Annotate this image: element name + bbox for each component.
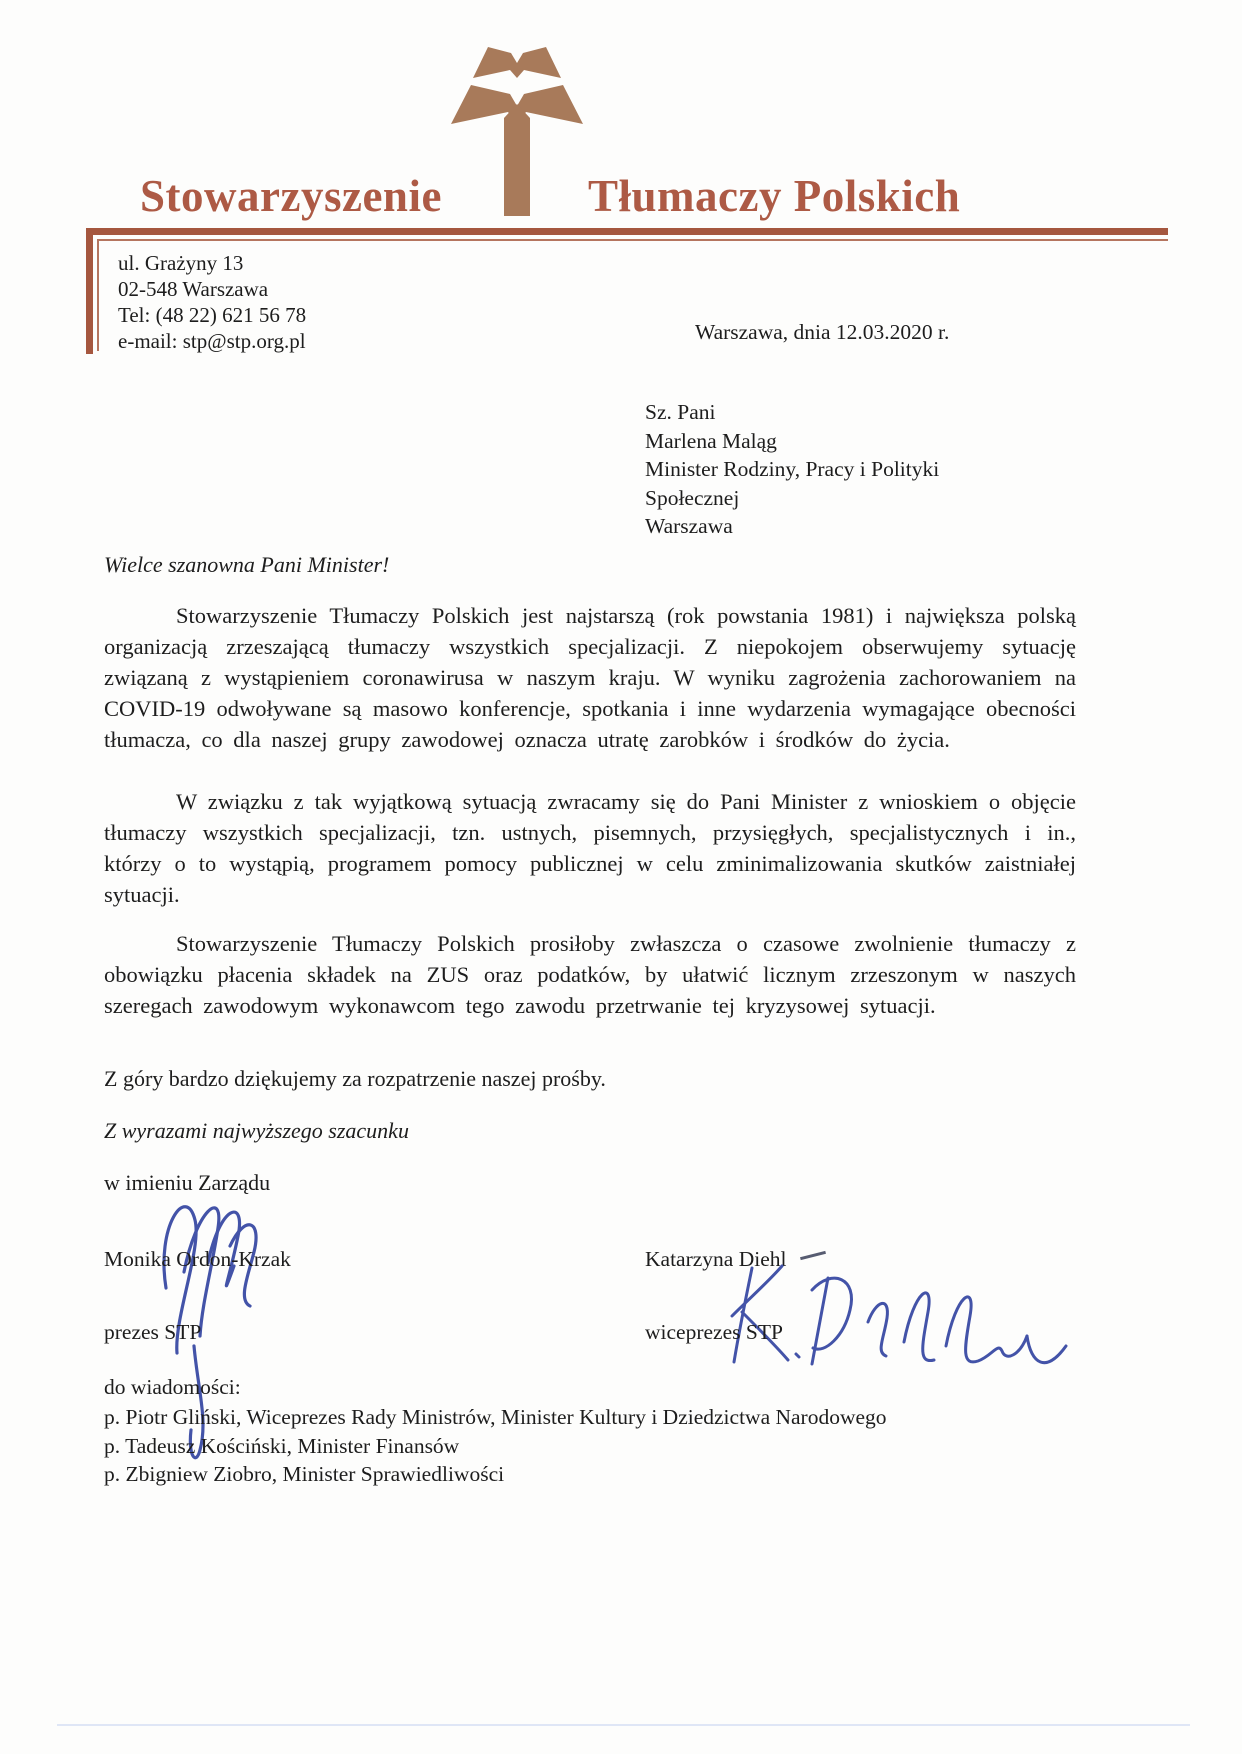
salutation: Wielce szanowna Pani Minister! (104, 552, 390, 577)
cc-label: do wiadomości: (104, 1375, 241, 1399)
contact-city: 02-548 Warszawa (118, 277, 269, 301)
recipient-title-line1: Minister Rodziny, Pracy i Polityki (645, 457, 940, 481)
signature-stroke (1027, 1336, 1066, 1363)
paragraph-1: Stowarzyszenie Tłumaczy Polskich jest najstarszą (rok powstania 1981) i największa polską organizacją zrzeszającą tłumaczy wszystkich specjalizacji. Z niepokojem obserwujemy sytuację związaną z wystąpieniem coronawirusa w naszym kraju. W wyniku zagrożenia zachorowaniem na COVID-19 odwoływane są masowo konferencje, spotkania i inne wydarzenia wymagające obecności tłumacza, co dla naszej grupy zawodowej oznacza utratę zarobków i środków do życia. (104, 603, 1076, 752)
recipient-block (645, 398, 939, 541)
header-rule-top-thin (97, 239, 1168, 241)
recipient-honorific: Sz. Pani (645, 400, 716, 424)
contact-phone: Tel: (48 22) 621 56 78 (118, 303, 307, 327)
signature-katarzyna-diehl (722, 1252, 1072, 1382)
recipient-name: Marlena Maląg (645, 428, 777, 453)
contact-street: ul. Grażyny 13 (118, 251, 244, 275)
org-name-right: Tłumaczy Polskich (588, 171, 961, 221)
header-rule-top-thick (86, 228, 1168, 235)
recipient-city: Warszawa (645, 514, 733, 538)
recipient-title-line2: Społecznej (645, 485, 740, 510)
scan-artifact-line (57, 1724, 1190, 1726)
closing-line: Z wyrazami najwyższego szacunku (104, 1118, 409, 1143)
signature-stroke (796, 1354, 799, 1357)
date-line: Warszawa, dnia 12.03.2020 r. (695, 320, 950, 344)
paragraph-2: W związku z tak wyjątkową sytuacją zwracamy się do Pani Minister z wnioskiem o objęcie tłumaczy wszystkich specjalizacji, tzn. ustnych, pisemnych, przysięgłych, specjalistycznych i in., którzy o to wystąpią, programem pomocy publicznej w celu zminimalizowania skutków zaistniałej sytuacji. (104, 789, 1076, 907)
header-rule-left-thick (86, 228, 93, 354)
cc-entry: p. Tadeusz Kościński, Minister Finansów (104, 1433, 460, 1458)
paragraph-3: Stowarzyszenie Tłumaczy Polskich prosiłoby zwłaszcza o czasowe zwolnienie tłumaczy z obowiązku płacenia składek na ZUS oraz podatków, by ułatwić licznym zrzeszonym w naszych szeregach zawodowym wykonawcom tego zawodu przetrwanie tej kryzysowej sytuacji. (104, 931, 1076, 1018)
signature-stroke (732, 1266, 782, 1316)
thanks-line: Z góry bardzo dziękujemy za rozpatrzenie naszej prośby. (104, 1066, 606, 1091)
signature-stroke (946, 1297, 1027, 1362)
cc-entry: p. Zbigniew Ziobro, Minister Sprawiedliwości (104, 1462, 505, 1486)
logo-book-top (473, 47, 561, 78)
org-name-left: Stowarzyszenie (140, 171, 442, 221)
signature-stroke (868, 1303, 887, 1356)
signatory-title-prezes: prezes STP (104, 1320, 202, 1344)
cc-list (104, 1403, 887, 1489)
signature-stroke (812, 1278, 851, 1364)
cc-entry: p. Piotr Gliński, Wiceprezes Rady Ministrów, Minister Kultury i Dziedzictwa Narodowego (104, 1405, 887, 1429)
signatory-name-monika: Monika Ordon-Krzak (104, 1247, 291, 1271)
on-behalf-line: w imieniu Zarządu (104, 1170, 271, 1195)
stp-logo (432, 38, 602, 218)
header-rule-left-thin (97, 239, 99, 351)
signatory-name-katarzyna: Katarzyna Diehl (645, 1247, 787, 1271)
contact-email: e-mail: stp@stp.org.pl (118, 329, 306, 353)
logo-stem (504, 104, 530, 216)
signatory-title-wiceprezes: wiceprezes STP (645, 1320, 783, 1344)
contact-block (118, 250, 306, 354)
signature-stroke (904, 1293, 934, 1361)
